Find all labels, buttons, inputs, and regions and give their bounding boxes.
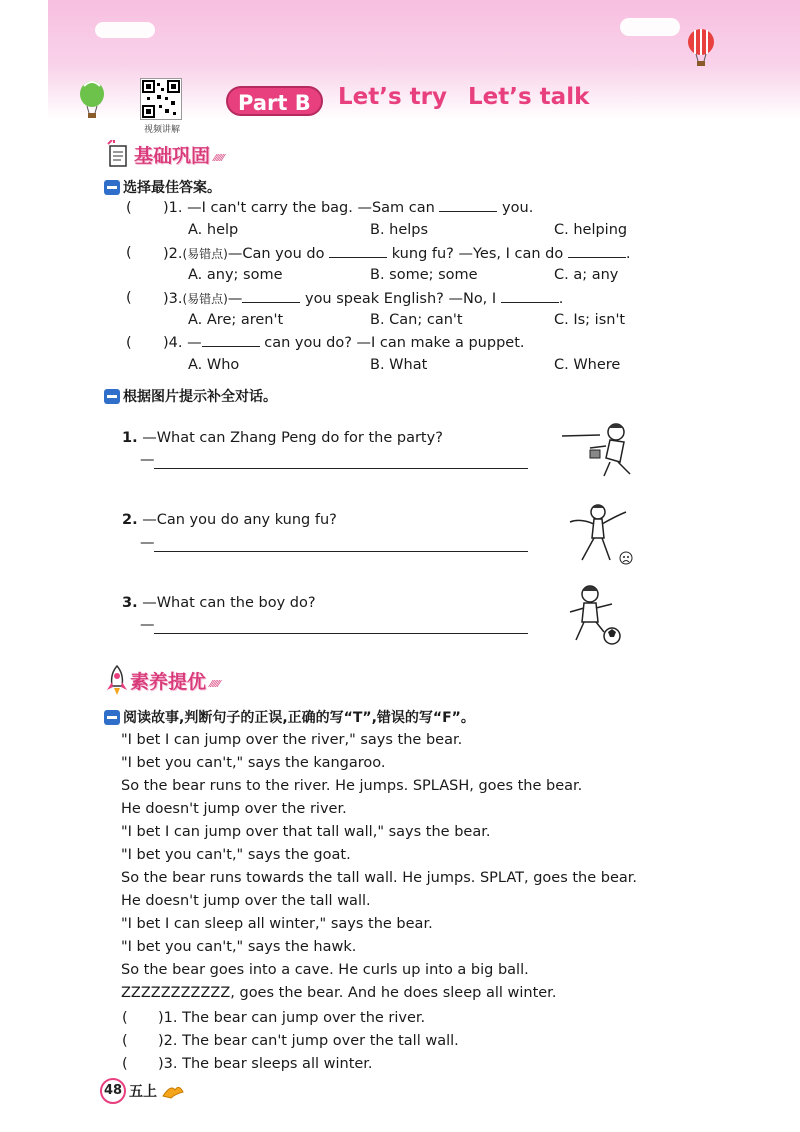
question-1-instruction [104,177,221,197]
cloud-decoration [95,22,155,38]
question-one-icon [104,180,120,195]
story-line: "I bet I can sleep all winter," says the bear. [121,916,433,932]
dialogue-question-1: 1. —What can Zhang Peng do for the party? [122,430,443,446]
title-lets-talk: Let’s talk [468,84,590,110]
mc-question-3: )3.(易错点)— you speak English? —No, I . [163,291,564,307]
story-line: "I bet I can jump over that tall wall," says the bear. [121,824,491,840]
answer-input-line[interactable] [154,468,528,469]
story-line: So the bear runs to the river. He jumps. SPLASH, goes the bear. [121,778,583,794]
grade-label: 五上 [129,1084,157,1100]
question-three-icon [104,710,120,725]
fill-blank[interactable] [329,246,387,258]
error-prone-note: (易错点) [182,247,228,261]
option-b[interactable]: B. helps [370,222,429,238]
answer-paren[interactable]: ( [126,335,132,351]
fill-blank[interactable] [439,200,497,212]
hot-air-balloon-icon [686,28,716,68]
mc-question-2: )2.(易错点)—Can you do kung fu? —Yes, I can do . [163,246,631,262]
story-line: So the bear runs towards the tall wall. He jumps. SPLAT, goes the bear. [121,870,638,886]
story-line: "I bet you can't," says the goat. [121,847,351,863]
section-dots: ⁄⁄⁄⁄⁄⁄ [210,678,221,690]
story-line: He doesn't jump over the tall wall. [121,893,371,909]
option-a[interactable]: A. Who [188,357,240,373]
story-line: He doesn't jump over the river. [121,801,347,817]
section-basic-heading [104,140,224,168]
page-number: 48 [100,1078,126,1104]
instruction-text: 阅读故事,判断句子的正误,正确的写“T”,错误的写“F”。 [123,710,475,726]
cloud-decoration [620,18,680,36]
qr-label: 视频讲解 [143,125,180,135]
option-b[interactable]: B. Can; can't [370,312,463,328]
title-lets-try: Let’s try [338,84,448,110]
section-dots: ⁄⁄⁄⁄⁄⁄ [214,152,225,164]
option-b[interactable]: B. What [370,357,428,373]
girl-kung-fu-illustration [560,500,636,568]
answer-paren[interactable]: ( [122,1033,128,1049]
mc-question-1: )1. —I can't carry the bag. —Sam can you. [163,200,534,216]
fill-blank[interactable] [202,335,260,347]
option-a[interactable]: A. Are; aren't [188,312,284,328]
section-advanced-title: 素养提优 [130,670,207,693]
answer-input-line[interactable] [154,551,528,552]
tf-statement-3: )3. The bear sleeps all winter. [158,1056,373,1072]
answer-paren[interactable]: ( [122,1056,128,1072]
story-line: So the bear goes into a cave. He curls up into a big ball. [121,962,529,978]
option-a[interactable]: A. help [188,222,239,238]
fill-blank[interactable] [568,246,626,258]
answer-paren[interactable]: ( [126,290,132,306]
answer-paren[interactable]: ( [126,200,132,216]
answer-dash: — [140,452,155,468]
qr-code[interactable] [140,78,182,120]
answer-paren[interactable]: ( [126,245,132,261]
question-two-icon [104,389,120,404]
answer-dash: — [140,535,155,551]
tf-statement-2: )2. The bear can't jump over the tall wall. [158,1033,459,1049]
tf-statement-1: )1. The bear can jump over the river. [158,1010,426,1026]
option-c[interactable]: C. helping [554,222,628,238]
fill-blank[interactable] [501,291,559,303]
question-3-instruction [104,707,475,727]
error-prone-note: (易错点) [182,292,228,306]
page-margin [0,0,48,1132]
boy-football-illustration [562,582,628,646]
option-c[interactable]: C. a; any [554,267,619,283]
instruction-text: 选择最佳答案。 [123,180,221,196]
dialogue-question-2: 2. —Can you do any kung fu? [122,512,337,528]
page-footer [100,1078,185,1104]
question-2-instruction [104,386,277,406]
answer-dash: — [140,617,155,633]
dialogue-question-3: 3. —What can the boy do? [122,595,316,611]
fill-blank[interactable] [242,291,300,303]
option-c[interactable]: C. Is; isn't [554,312,626,328]
mc-question-4: )4. — can you do? —I can make a puppet. [163,335,525,351]
hot-air-balloon-icon [78,80,106,120]
boy-sweeping-illustration [560,418,636,478]
answer-paren[interactable]: ( [122,1010,128,1026]
rocket-icon [104,664,130,696]
instruction-text: 根据图片提示补全对话。 [123,389,277,405]
section-advanced-heading [104,664,220,696]
bird-icon [161,1082,185,1100]
story-line: "I bet you can't," says the kangaroo. [121,755,386,771]
option-a[interactable]: A. any; some [188,267,283,283]
story-line: "I bet I can jump over the river," says the bear. [121,732,463,748]
option-c[interactable]: C. Where [554,357,621,373]
part-label: Part B [226,86,323,116]
notebook-icon [104,140,134,168]
section-basic-title: 基础巩固 [134,144,211,167]
story-line: "I bet you can't," says the hawk. [121,939,357,955]
story-line: ZZZZZZZZZZZ, goes the bear. And he does sleep all winter. [121,985,557,1001]
answer-input-line[interactable] [154,633,528,634]
option-b[interactable]: B. some; some [370,267,478,283]
